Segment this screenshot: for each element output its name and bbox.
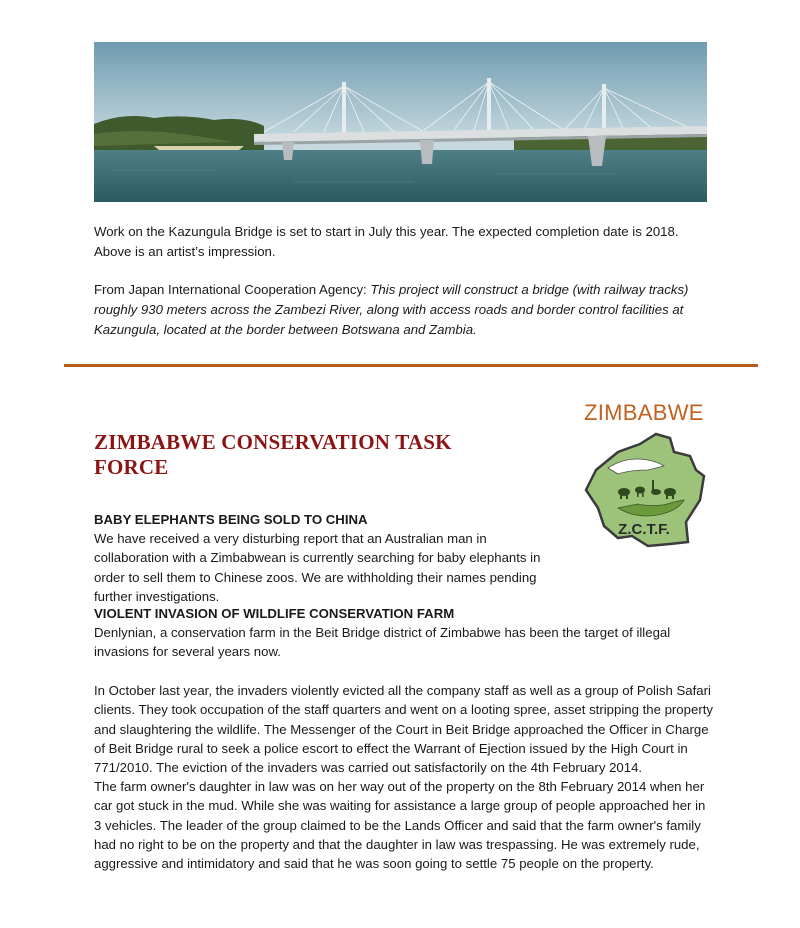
logo-text: Z.C.T.F. [618,521,670,538]
quote-lead: From Japan International Cooperation Agency: [94,282,371,297]
bridge-photo [94,42,707,202]
region-label: ZIMBABWE [584,400,704,425]
section-divider [64,364,758,367]
quote-text: This project will construct a bridge (with railway tracks) roughly 930 meters across the Zambezi River, along with access roads and border control facilities at Kazungula, located at the border between Botswana and Zambia. [94,282,689,337]
bridge-caption [94,222,714,262]
article-2-heading: VIOLENT INVASION OF WILDLIFE CONSERVATION FARM [94,606,455,621]
article-2-paragraph-1: Denlynian, a conservation farm in the Beit Bridge district of Zimbabwe has been the target of illegal invasions for several years now. [94,625,671,660]
zctf-logo [578,430,714,552]
section-title: ZIMBABWE CONSERVATION TASK FORCE [94,430,452,479]
article-2-paragraph-2: In October last year, the invaders violently evicted all the company staff as well as a group of Polish Safari clients. They took occupation of the staff quarters and went on a looting spree, asset stripping the property and slaughtering the wildlife. The Messenger of the Court in Beit Bridge approached the Officer in Charge of Beit Bridge rural to seek a police escort to effect the Warrant of Ejection issued by the High Court in 771/2010. The eviction of the invaders was carried out satisfactorily on the 4th February 2014. [94,683,713,776]
article-1-heading: BABY ELEPHANTS BEING SOLD TO CHINA [94,512,368,527]
caption-line-2: Above is an artist’s impression. [94,244,276,259]
jica-quote-paragraph [94,280,714,340]
article-1-text: We have received a very disturbing report that an Australian man in collaboration with a Zimbabwean is currently searching for baby elephants in order to sell them to Chinese zoos. We are withholding their names pending further investigations. [94,531,541,604]
article-2-paragraph-3: The farm owner's daughter in law was on her way out of the property on the 8th February 2014 when her car got stuck in the mud. While she was waiting for assistance a large group of people approached her in 3 vehicles. The leader of the group claimed to be the Lands Officer and said that the farm owner's family had no right to be on the property and that the daughter in law was trespassing. He was extremely rude, aggressive and intimidatory and said that he was soon going to settle 75 people on the property. [94,779,706,872]
article-1-paragraph-1 [94,529,554,606]
caption-line-1: Work on the Kazungula Bridge is set to start in July this year. The expected completion date is 2018. [94,224,679,239]
